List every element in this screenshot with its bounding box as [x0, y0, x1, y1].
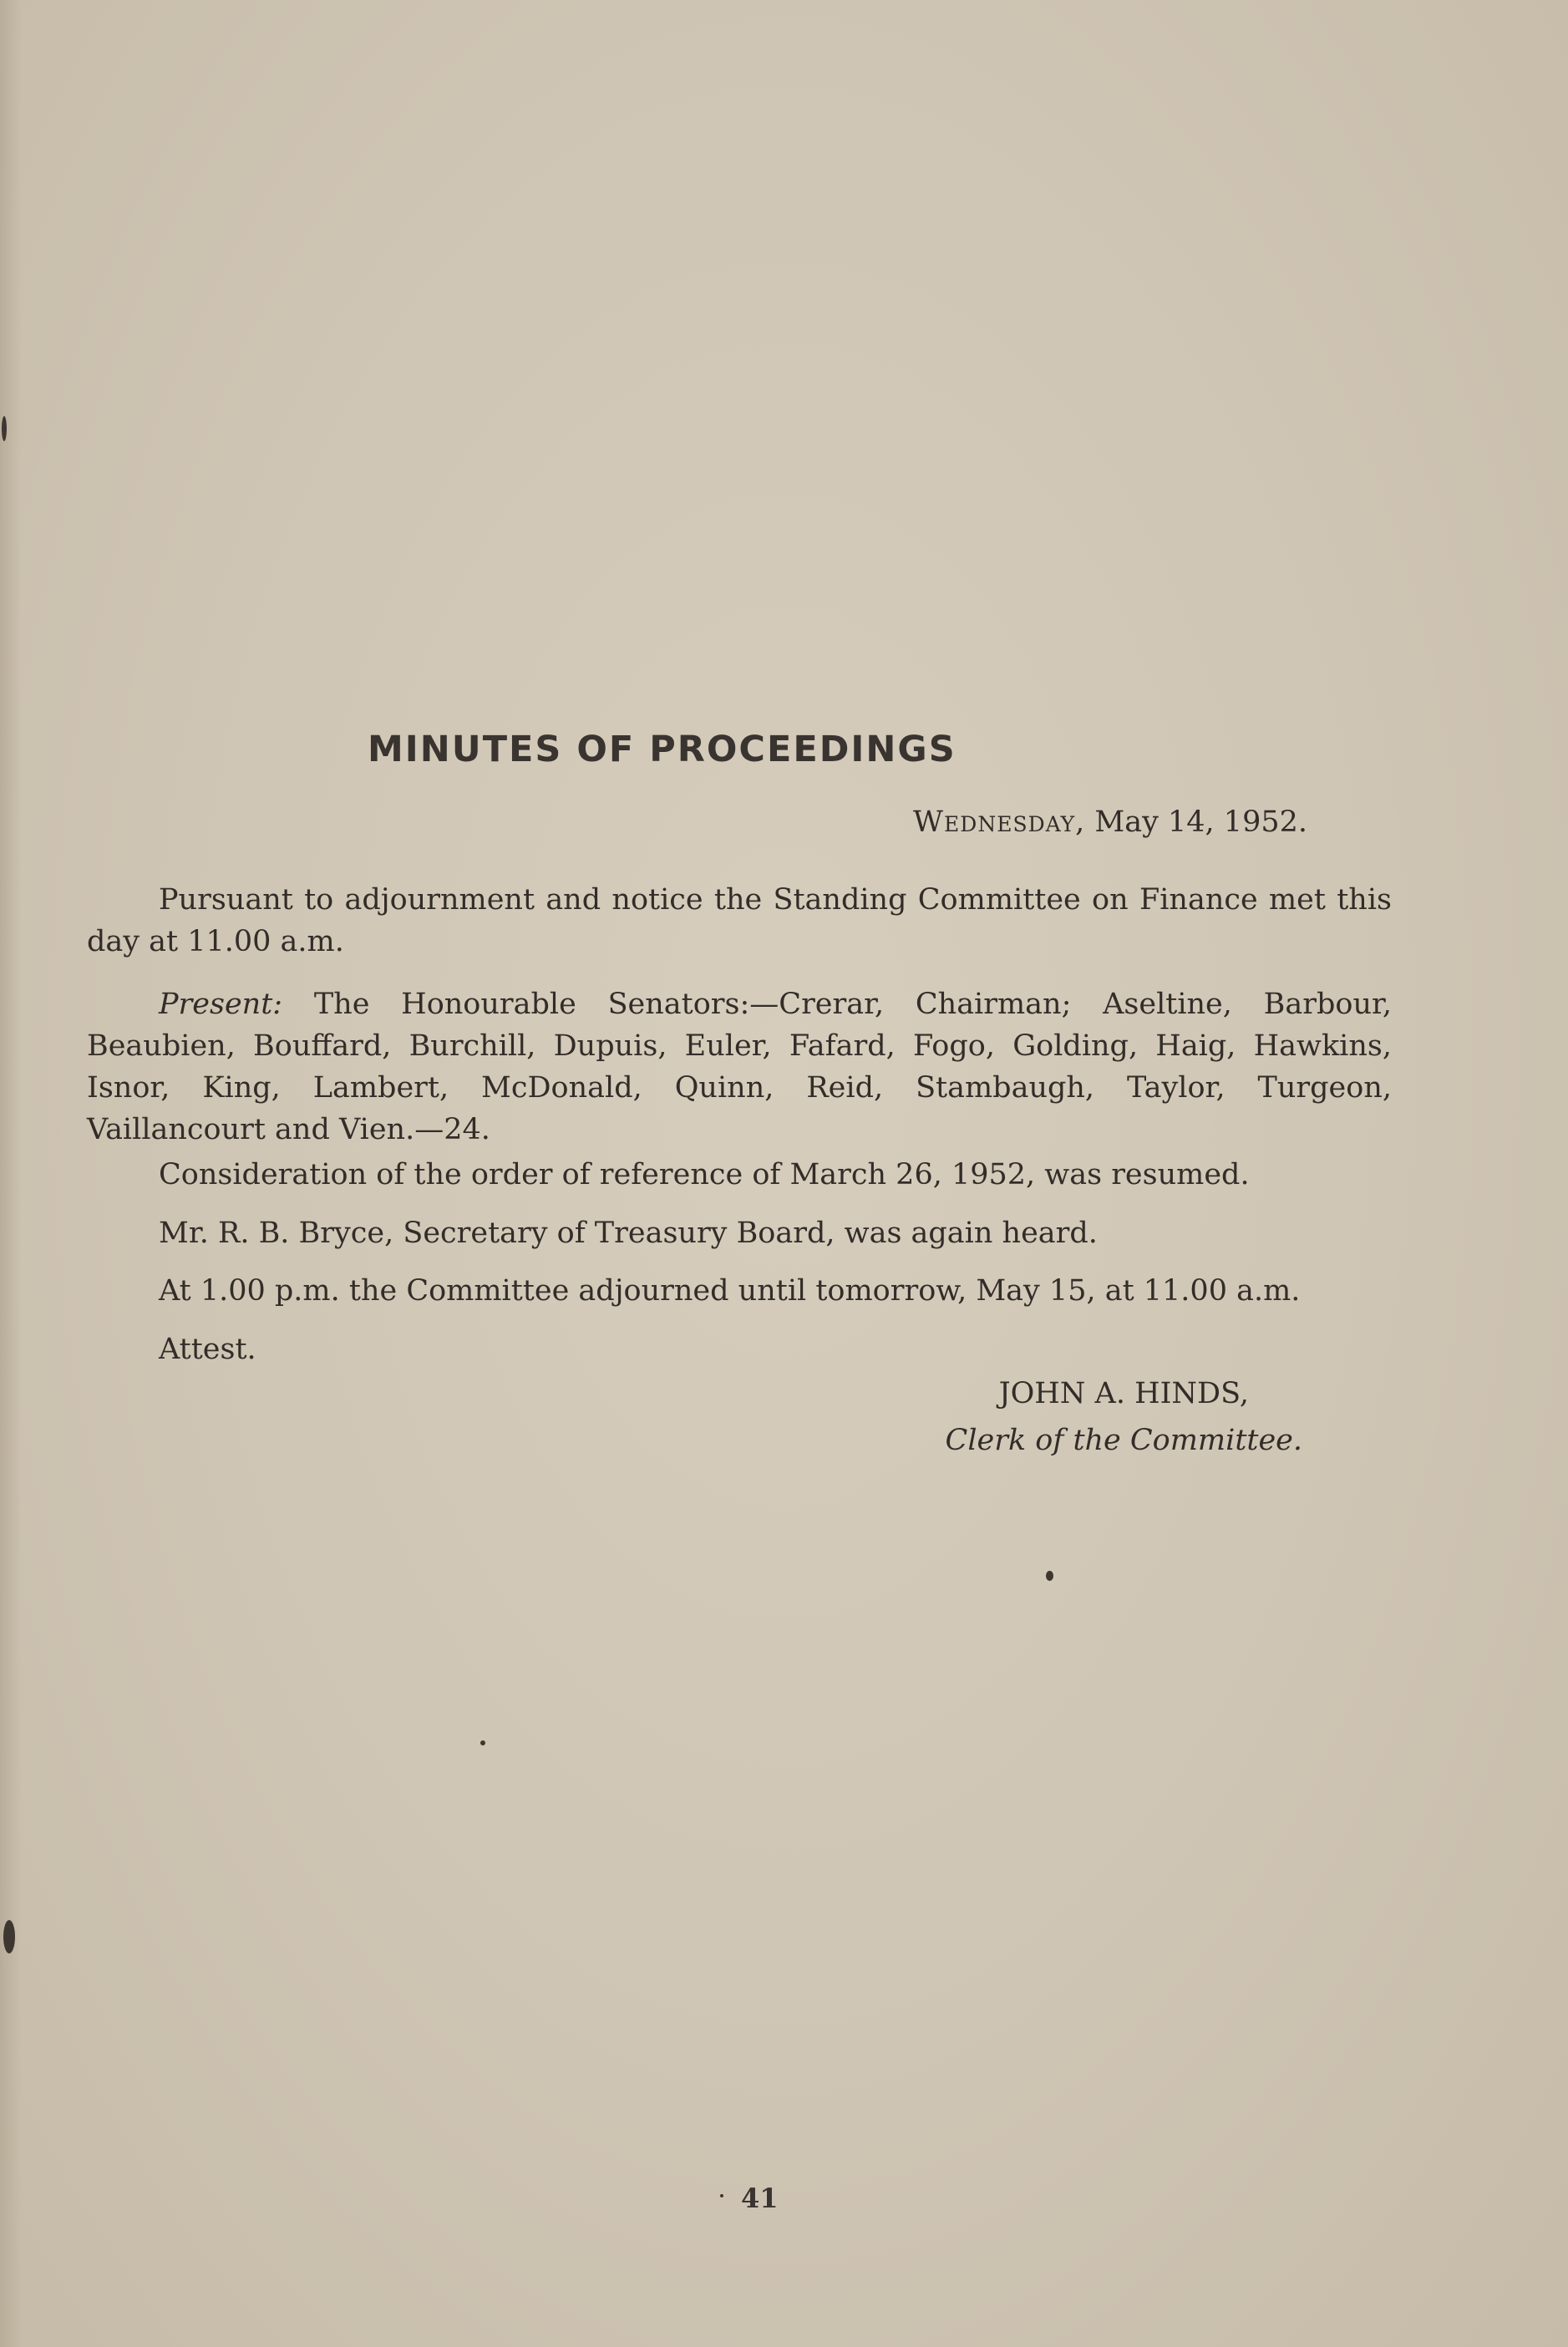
signatory-title: Clerk of the Committee. — [945, 1424, 1302, 1457]
opening-paragraph: Pursuant to adjournment and notice the Standing Committee on Finance met this day at 11.00 a.m. — [87, 883, 1392, 958]
consideration-paragraph: Consideration of the order of reference of March 26, 1952, was resumed. — [159, 1158, 1250, 1191]
signature-block — [946, 1370, 1302, 1464]
attest-line: Attest. — [159, 1333, 256, 1366]
signatory-name: JOHN A. HINDS, — [998, 1377, 1249, 1410]
meeting-date-rest: May 14, 1952. — [1085, 805, 1307, 839]
binding-hole-mark — [2, 416, 7, 441]
present-paragraph — [87, 983, 1392, 1151]
page-number: 41 — [741, 2182, 779, 2214]
binding-hole-mark — [3, 1920, 15, 1953]
meeting-weekday: Wednesday, — [913, 805, 1086, 839]
paper-speck — [480, 1740, 485, 1745]
present-label: Present: — [159, 988, 283, 1021]
document-heading: MINUTES OF PROCEEDINGS — [368, 729, 957, 770]
adjournment-paragraph: At 1.00 p.m. the Committee adjourned until tomorrow, May 15, at 11.00 a.m. — [159, 1274, 1301, 1308]
witness-paragraph: Mr. R. B. Bryce, Secretary of Treasury Board, was again heard. — [159, 1217, 1098, 1250]
paper-speck — [720, 2194, 723, 2197]
present-list: The Honourable Senators:—Crerar, Chairman; Aseltine, Barbour, Beaubien, Bouffard, Burchill, Dupuis, Euler, Fafard, Fogo, Golding, Haig, Hawkins, Isnor, King, Lambert, McDonald, Quinn, Reid, Stambaugh, Taylor, Turgeon, Vaillancourt and Vien.—24. — [87, 988, 1392, 1146]
paper-speck — [1046, 1571, 1053, 1581]
meeting-date — [913, 805, 1307, 839]
